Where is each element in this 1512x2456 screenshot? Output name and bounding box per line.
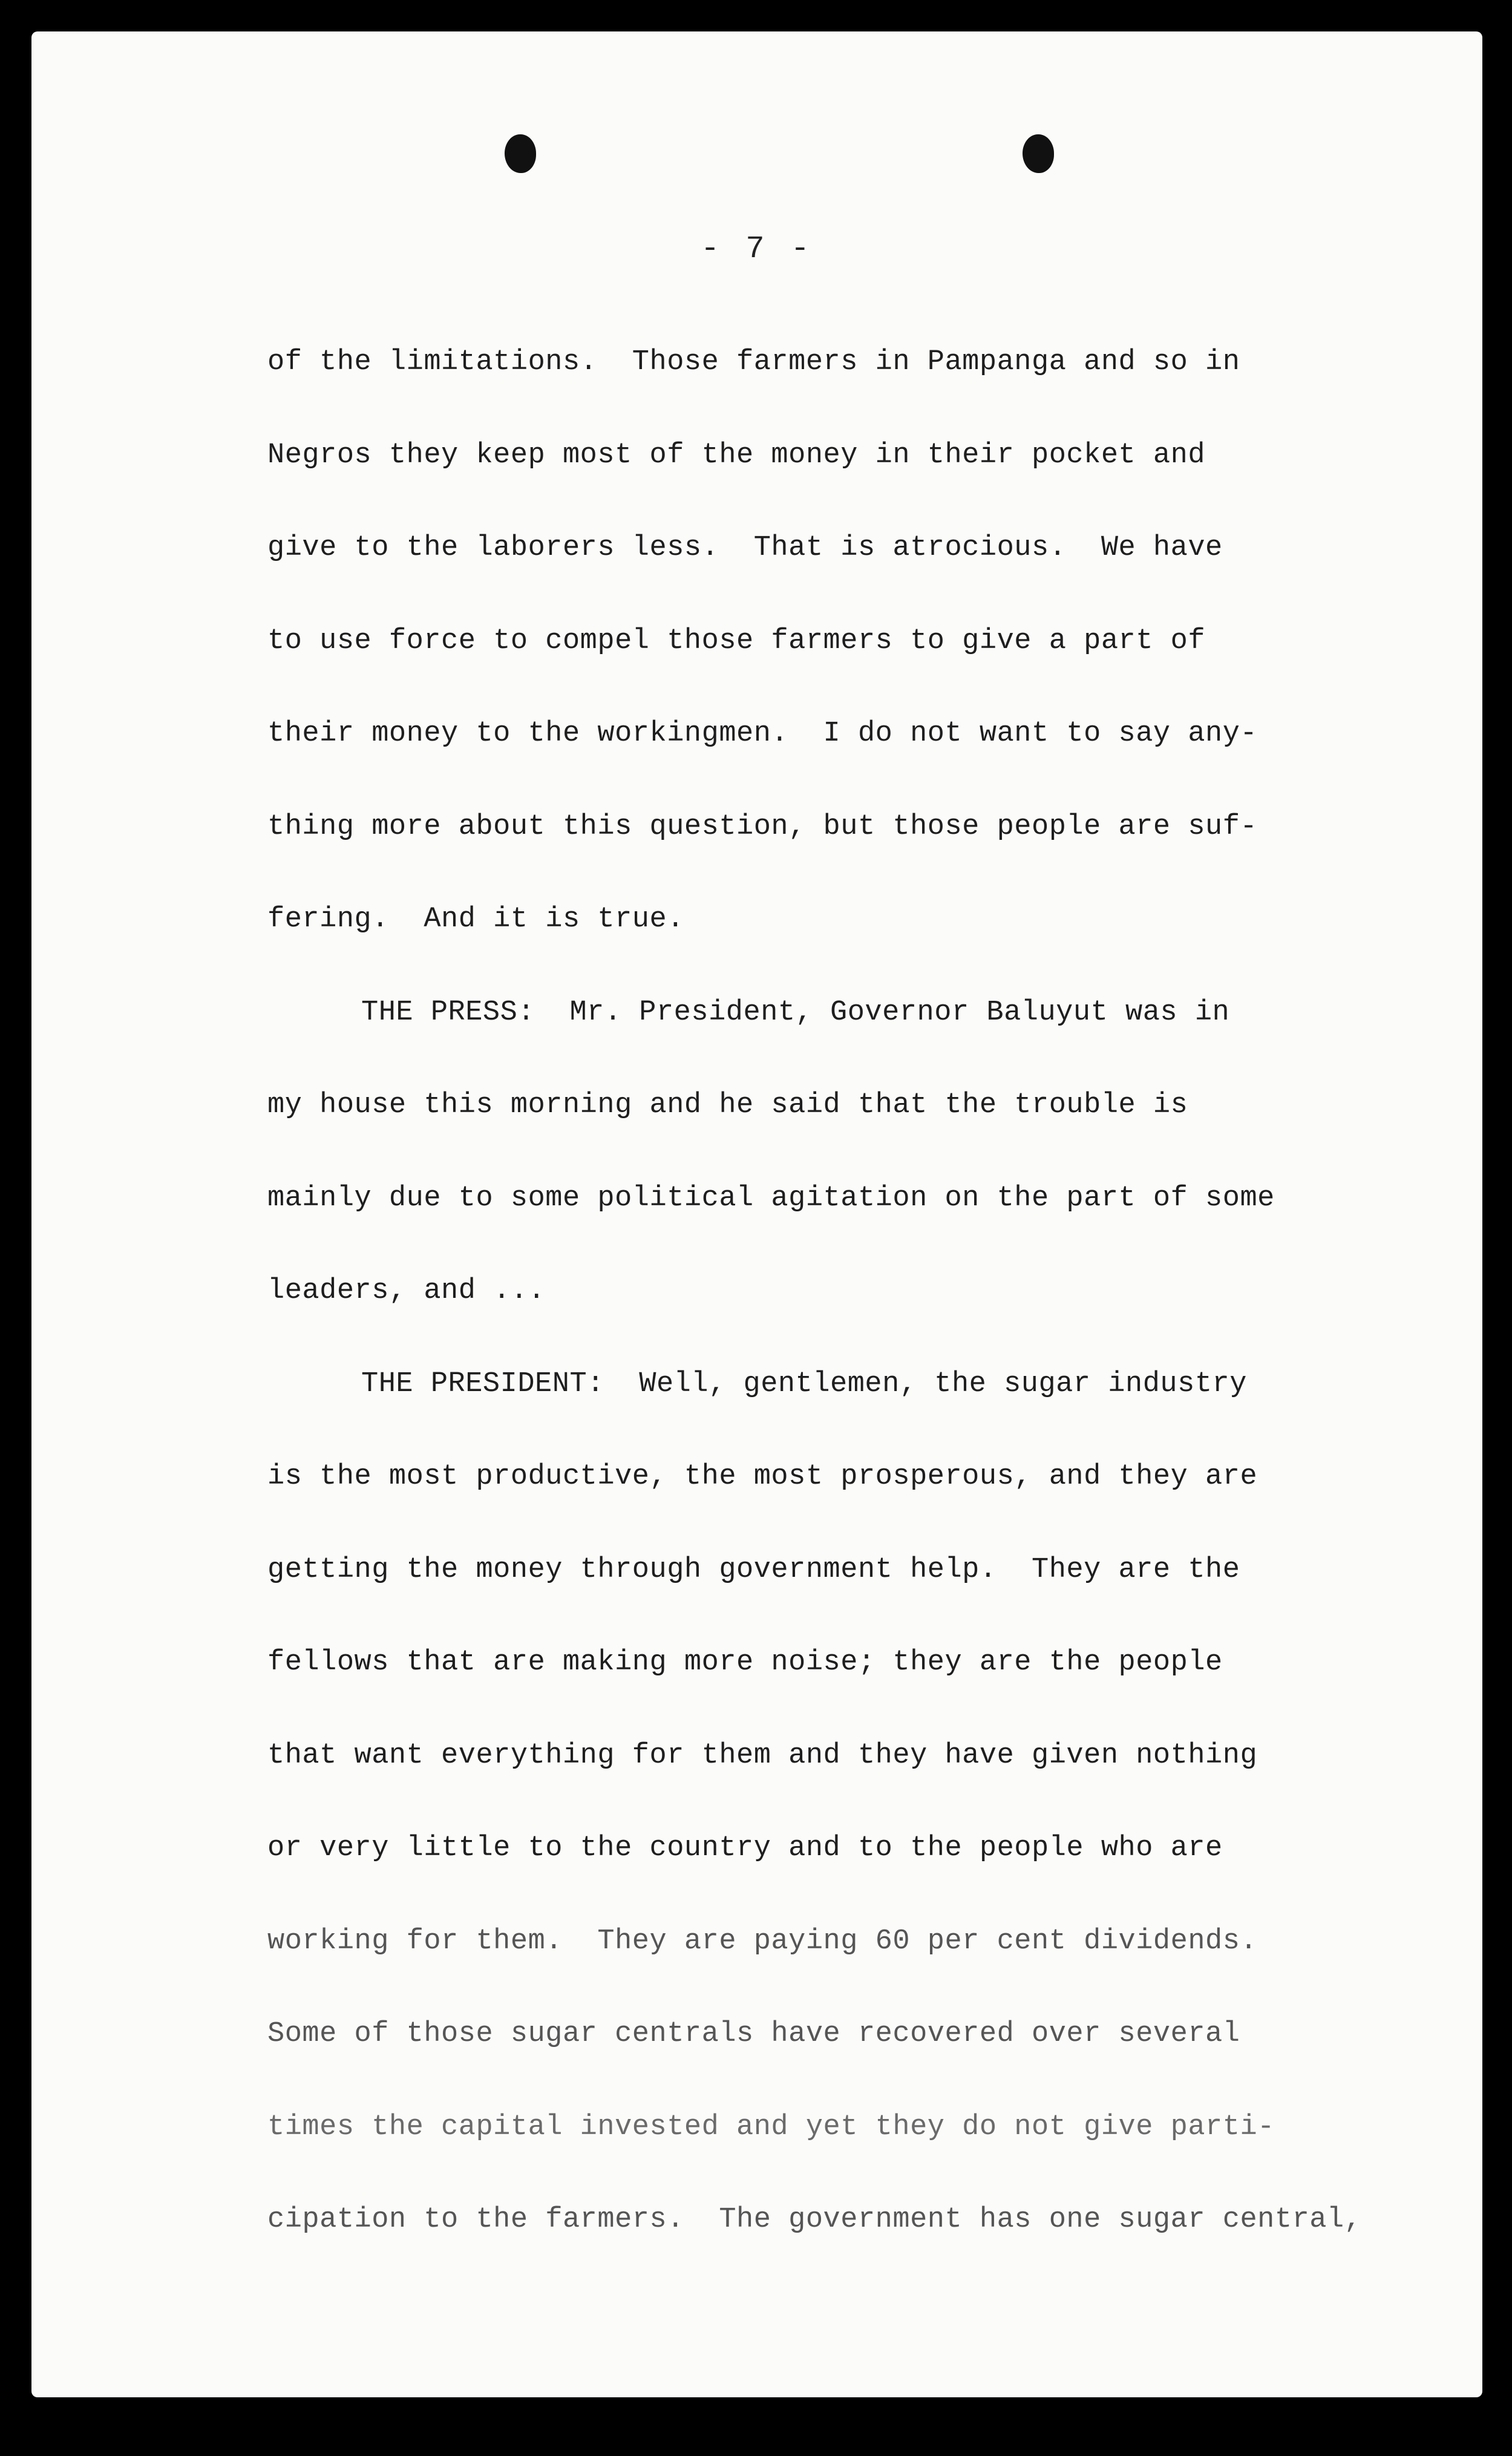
text-line: to use force to compel those farmers to give a part of <box>267 624 1206 657</box>
text-line: give to the laborers less. That is atrocious. We have <box>267 532 1223 564</box>
text-line: fellows that are making more noise; they are the people <box>267 1646 1223 1678</box>
text-line: of the limitations. Those farmers in Pampanga and so in <box>267 346 1240 378</box>
text-line: Negros they keep most of the money in their pocket and <box>267 439 1206 471</box>
text-line: thing more about this question, but those people are suf- <box>267 810 1258 843</box>
document-page <box>31 31 1482 2397</box>
transcript-body <box>267 316 1447 2267</box>
text-line: Some of those sugar centrals have recovered over several <box>267 2018 1240 2050</box>
text-line: getting the money through government help. They are the <box>267 1553 1240 1586</box>
text-line: or very little to the country and to the people who are <box>267 1832 1223 1864</box>
text-line: working for them. They are paying 60 per cent dividends. <box>267 1925 1258 1957</box>
punch-hole-right <box>1023 134 1054 173</box>
film-edge <box>0 2402 1512 2456</box>
punch-hole-left <box>505 134 536 173</box>
page-number: - 7 - <box>700 231 814 267</box>
text-line: that want everything for them and they have given nothing <box>267 1739 1258 1772</box>
text-line: their money to the workingmen. I do not want to say any- <box>267 718 1258 750</box>
speaker-line-press: THE PRESS: Mr. President, Governor Baluyut was in <box>361 996 1230 1029</box>
text-line: leaders, and ... <box>267 1275 546 1307</box>
text-line: mainly due to some political agitation on the part of some <box>267 1182 1275 1214</box>
text-line: times the capital invested and yet they do not give parti- <box>267 2111 1275 2143</box>
text-line: cipation to the farmers. The government has one sugar central, <box>267 2204 1362 2236</box>
text-line: fering. And it is true. <box>267 903 684 935</box>
speaker-line-president: THE PRESIDENT: Well, gentlemen, the sugar industry <box>361 1367 1247 1400</box>
text-line: my house this morning and he said that the trouble is <box>267 1089 1188 1121</box>
text-line: is the most productive, the most prosperous, and they are <box>267 1461 1258 1493</box>
